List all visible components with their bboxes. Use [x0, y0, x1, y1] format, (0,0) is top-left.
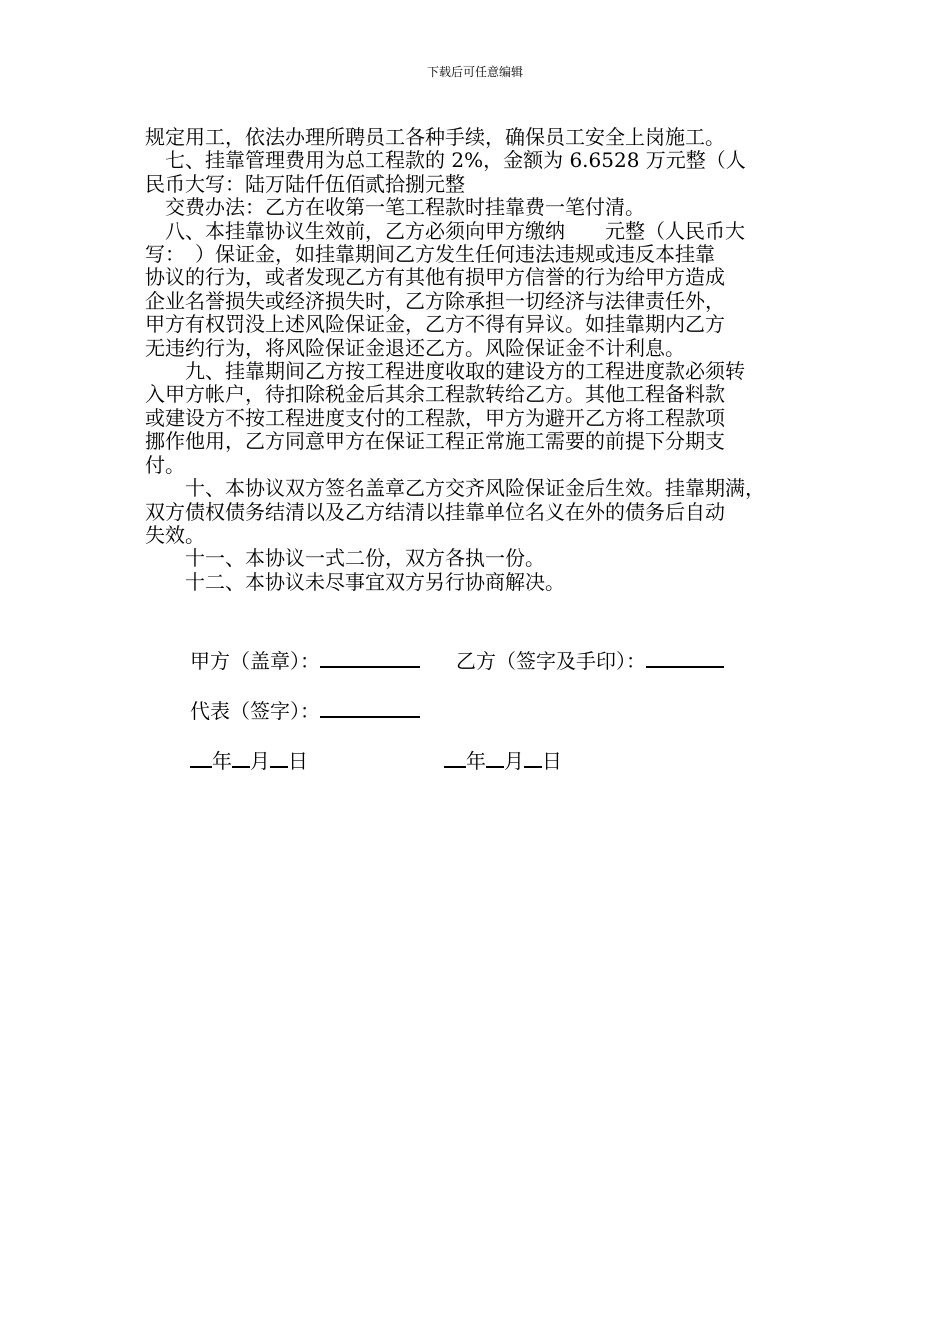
date-row [190, 748, 562, 773]
paragraph-line: 七、挂靠管理费用为总工程款的 2%，金额为 6.6528 万元整（人 [145, 148, 746, 173]
paragraph-line: 规定用工，依法办理所聘员工各种手续，确保员工安全上岗施工。 [145, 125, 725, 149]
paragraph-line: 民币大写：陆万陆仟伍佰贰拾捌元整 [145, 171, 465, 196]
party-a-year-label: 年 [212, 749, 232, 773]
agreement-body [145, 126, 815, 594]
representative-signature-line [320, 698, 420, 718]
paragraph-line: 失效。 [145, 522, 205, 547]
paragraph-line: 无违约行为，将风险保证金退还乙方。风险保证金不计利息。 [145, 335, 685, 360]
signature-row-parties [190, 648, 724, 673]
party-b-signature-line [646, 648, 724, 668]
paragraph-line: 十、本协议双方签名盖章乙方交齐风险保证金后生效。挂靠期满， [145, 476, 765, 501]
party-a-year-blank [190, 748, 212, 768]
party-b-label: 乙方（签字及手印）： [456, 649, 646, 673]
paragraph-line: 双方债权债务结清以及乙方结清以挂靠单位名义在外的债务后自动 [145, 499, 725, 524]
party-b-year-label: 年 [466, 749, 486, 773]
paragraph-line: 付。 [145, 452, 185, 477]
party-b-month-label: 月 [504, 749, 524, 773]
paragraph-line: 企业名誉损失或经济损失时，乙方除承担一切经济与法律责任外， [145, 288, 725, 313]
paragraph-line: 协议的行为，或者发现乙方有其他有损甲方信誉的行为给甲方造成 [145, 265, 725, 290]
paragraph-line: 写： ）保证金，如挂靠期间乙方发生任何违法违规或违反本挂靠 [145, 242, 715, 267]
party-b-day-label: 日 [542, 749, 562, 773]
party-b-year-blank [444, 748, 466, 768]
paragraph-line: 或建设方不按工程进度支付的工程款，甲方为避开乙方将工程款项 [145, 405, 725, 430]
paragraph-line: 十二、本协议未尽事宜双方另行协商解决。 [145, 569, 565, 594]
party-a-day-label: 日 [288, 749, 308, 773]
party-b-day-blank [524, 748, 542, 768]
paragraph-line: 交费办法：乙方在收第一笔工程款时挂靠费一笔付清。 [145, 195, 645, 220]
party-b-month-blank [486, 748, 504, 768]
representative-label: 代表（签字）： [190, 699, 320, 723]
paragraph-line: 挪作他用，乙方同意甲方在保证工程正常施工需要的前提下分期支 [145, 429, 725, 454]
party-a-month-blank [232, 748, 250, 768]
paragraph-line: 九、挂靠期间乙方按工程进度收取的建设方的工程进度款必须转 [145, 359, 745, 384]
paragraph-line: 入甲方帐户，待扣除税金后其余工程款转给乙方。其他工程备料款 [145, 382, 725, 407]
party-a-day-blank [270, 748, 288, 768]
party-a-signature-line [320, 648, 420, 668]
party-a-month-label: 月 [250, 749, 270, 773]
paragraph-line: 十一、本协议一式二份，双方各执一份。 [145, 546, 545, 571]
party-a-label: 甲方（盖章）： [190, 649, 320, 673]
paragraph-line: 八、本挂靠协议生效前，乙方必须向甲方缴纳 元整（人民币大 [145, 218, 745, 243]
signature-row-representative [190, 698, 420, 723]
page-header: 下载后可任意编辑 [426, 65, 523, 79]
paragraph-line: 甲方有权罚没上述风险保证金，乙方不得有异议。如挂靠期内乙方 [145, 312, 725, 337]
